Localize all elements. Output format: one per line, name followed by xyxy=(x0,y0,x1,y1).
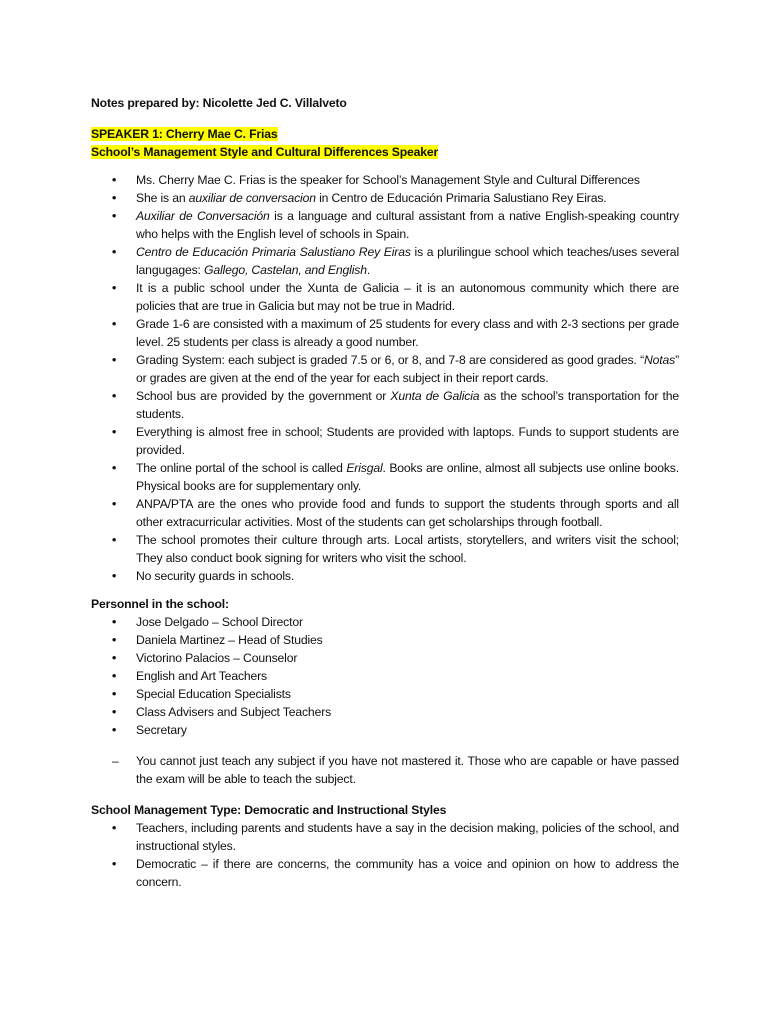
list-item: • Grade 1-6 are consisted with a maximum of 25 students for every class and with 2-3 sections per grade level. 25 students per class is already a good number. xyxy=(91,315,679,351)
list-item: – You cannot just teach any subject if you have not mastered it. Those who are capable or have passed the exam will be able to teach the subject. xyxy=(91,752,679,788)
personnel-heading: Personnel in the school: xyxy=(91,597,229,611)
list-item: • The school promotes their culture through arts. Local artists, storytellers, and writers visit the school; They also conduct book signing for writers who visit the school. xyxy=(91,531,679,567)
speaker-block xyxy=(91,125,679,161)
personnel-list xyxy=(91,613,679,739)
list-item: • Ms. Cherry Mae C. Frias is the speaker for School’s Management Style and Cultural Differences xyxy=(91,171,679,189)
list-item: • English and Art Teachers xyxy=(91,667,679,685)
list-item: • The online portal of the school is called Erisgal. Books are online, almost all subjects use online books. Physical books are for supplementary only. xyxy=(91,459,679,495)
list-item: • Victorino Palacios – Counselor xyxy=(91,649,679,667)
list-item: • She is an auxiliar de conversacion in Centro de Educación Primaria Salustiano Rey Eiras. xyxy=(91,189,679,207)
management-heading: School Management Type: Democratic and Instructional Styles xyxy=(91,803,447,817)
list-item: • Jose Delgado – School Director xyxy=(91,613,679,631)
list-item: • It is a public school under the Xunta de Galicia – it is an autonomous community which there are policies that are true in Galicia but may not be true in Madrid. xyxy=(91,279,679,315)
speaker-notes-list xyxy=(91,171,679,585)
list-item: • Democratic – if there are concerns, the community has a voice and opinion on how to address the concern. xyxy=(91,855,679,891)
list-item: • Centro de Educación Primaria Salustiano Rey Eiras is a plurilingue school which teaches/uses several langugages: Gallego, Castelan, and English. xyxy=(91,243,679,279)
list-item: • Special Education Specialists xyxy=(91,685,679,703)
list-item: • Grading System: each subject is graded 7.5 or 6, or 8, and 7-8 are considered as good grades. “Notas” or grades are given at the end of the year for each subject in their report cards. xyxy=(91,351,679,387)
list-item: • Secretary xyxy=(91,721,679,739)
speaker-name: SPEAKER 1: Cherry Mae C. Frias xyxy=(91,127,278,141)
list-item: • Daniela Martinez – Head of Studies xyxy=(91,631,679,649)
notes-author: Notes prepared by: Nicolette Jed C. Villalveto xyxy=(91,96,347,110)
list-item: • Class Advisers and Subject Teachers xyxy=(91,703,679,721)
list-item: • No security guards in schools. xyxy=(91,567,679,585)
list-item: • Auxiliar de Conversación is a language and cultural assistant from a native English-speaking country who helps with the English level of schools in Spain. xyxy=(91,207,679,243)
management-list xyxy=(91,819,679,891)
list-item: • Everything is almost free in school; Students are provided with laptops. Funds to support students are provided. xyxy=(91,423,679,459)
list-item: • School bus are provided by the government or Xunta de Galicia as the school’s transportation for the students. xyxy=(91,387,679,423)
list-item: • Teachers, including parents and students have a say in the decision making, policies of the school, and instructional styles. xyxy=(91,819,679,855)
list-item: • ANPA/PTA are the ones who provide food and funds to support the students through sports and all other extracurricular activities. Most of the students can get scholarships through football. xyxy=(91,495,679,531)
personnel-note xyxy=(91,752,679,788)
speaker-topic: School’s Management Style and Cultural Differences Speaker xyxy=(91,145,439,159)
document-page xyxy=(91,94,679,891)
